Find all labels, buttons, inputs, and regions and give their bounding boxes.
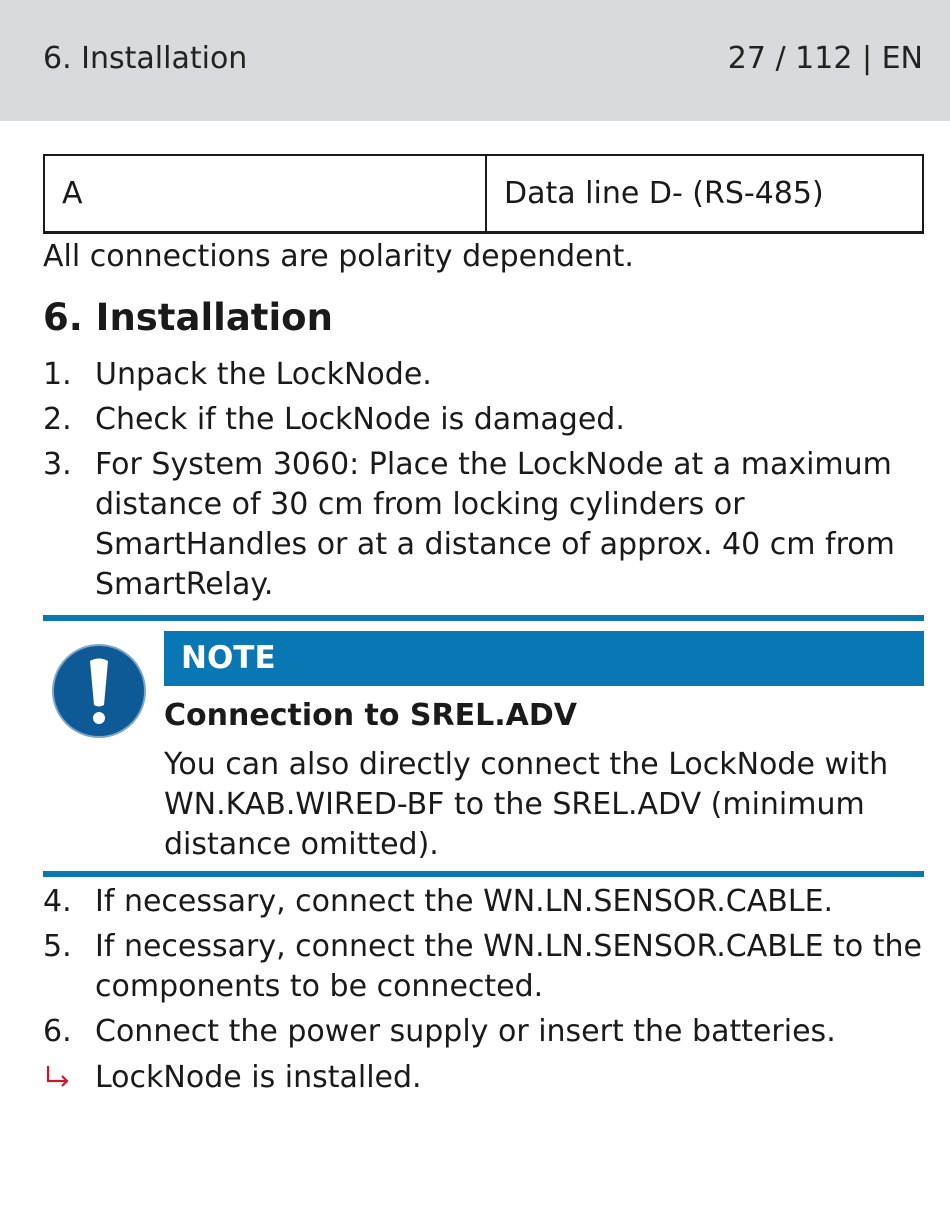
note-title: Connection to SREL.ADV <box>164 698 577 733</box>
step-number: 2. <box>43 402 72 437</box>
list-item <box>43 355 923 395</box>
list-item <box>43 1012 923 1052</box>
page-header <box>0 0 950 121</box>
step-number: 4. <box>43 884 72 919</box>
result-text: LockNode is installed. <box>95 1060 422 1095</box>
polarity-note: All connections are polarity dependent. <box>43 239 634 274</box>
step-number: 5. <box>43 929 72 964</box>
step-text: For System 3060: Place the LockNode at a maximum distance of 30 cm from locking cylinders or SmartHandles or at a distance of approx. 40 cm from SmartRelay. <box>95 447 895 602</box>
exclamation-icon <box>51 643 147 739</box>
step-number: 3. <box>43 447 72 482</box>
section-heading: 6. Installation <box>43 296 333 339</box>
steps-list <box>43 355 923 610</box>
list-item <box>43 445 923 605</box>
step-text: If necessary, connect the WN.LN.SENSOR.CABLE. <box>95 884 834 919</box>
result-line <box>43 1058 422 1098</box>
result-arrow-icon <box>43 1062 73 1092</box>
note-box <box>43 615 924 877</box>
table-cell-description: Data line D- (RS-485) <box>486 155 923 233</box>
step-text: Unpack the LockNode. <box>95 357 432 392</box>
table-cell-terminal: A <box>44 155 486 233</box>
note-text: You can also directly connect the LockNode with WN.KAB.WIRED-BF to the SREL.ADV (minimum distance omitted). <box>164 747 889 862</box>
page-indicator: 27 / 112 | EN <box>727 41 923 76</box>
list-item <box>43 927 923 1007</box>
step-number: 1. <box>43 357 72 392</box>
steps-list-continued <box>43 882 923 1057</box>
note-label: NOTE <box>164 631 924 686</box>
connection-table <box>43 154 924 234</box>
header-section-title: 6. Installation <box>43 41 248 76</box>
table-row <box>44 155 923 233</box>
step-text: Check if the LockNode is damaged. <box>95 402 625 437</box>
step-text: If necessary, connect the WN.LN.SENSOR.CABLE to the components to be connected. <box>95 929 922 1004</box>
step-number: 6. <box>43 1014 72 1049</box>
list-item <box>43 400 923 440</box>
list-item <box>43 882 923 922</box>
step-text: Connect the power supply or insert the batteries. <box>95 1014 836 1049</box>
